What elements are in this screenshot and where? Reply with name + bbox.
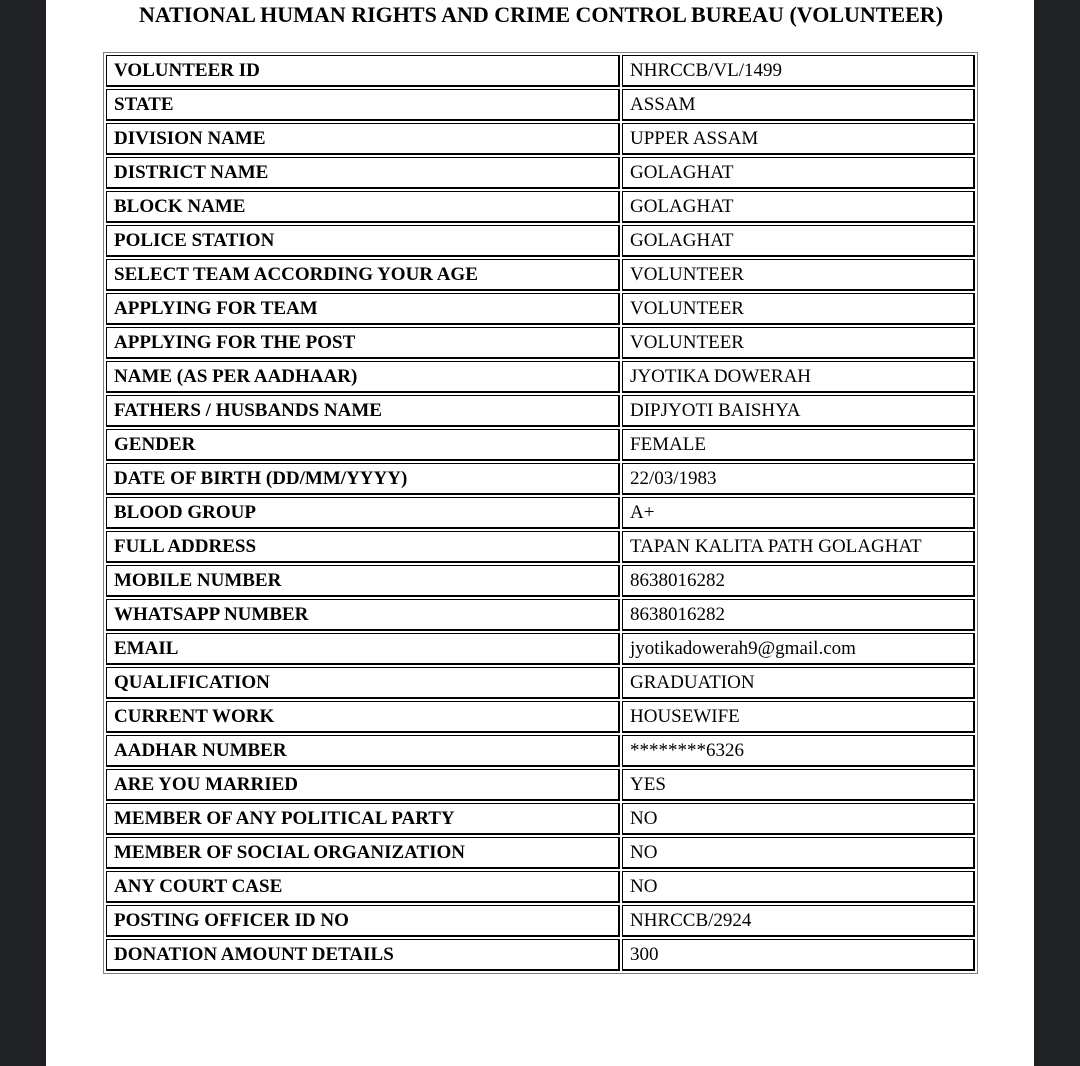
row-value: A+ bbox=[622, 497, 975, 529]
row-value: VOLUNTEER bbox=[622, 293, 975, 325]
row-value: TAPAN KALITA PATH GOLAGHAT bbox=[622, 531, 975, 563]
page-title-text: NATIONAL HUMAN RIGHTS AND CRIME CONTROL BUREAU (VOLUNTEER) bbox=[138, 2, 944, 27]
row-value: JYOTIKA DOWERAH bbox=[622, 361, 975, 393]
row-label: DIVISION NAME bbox=[106, 123, 620, 155]
row-label: DATE OF BIRTH (DD/MM/YYYY) bbox=[106, 463, 620, 495]
table-row bbox=[106, 803, 975, 835]
table-row bbox=[106, 259, 975, 291]
table-row bbox=[106, 701, 975, 733]
row-value: GOLAGHAT bbox=[622, 225, 975, 257]
table-row bbox=[106, 599, 975, 631]
table-row bbox=[106, 769, 975, 801]
row-label: EMAIL bbox=[106, 633, 620, 665]
row-value: NO bbox=[622, 837, 975, 869]
table-row bbox=[106, 667, 975, 699]
row-value: VOLUNTEER bbox=[622, 259, 975, 291]
row-value: NHRCCB/VL/1499 bbox=[622, 55, 975, 87]
row-value: jyotikadowerah9@gmail.com bbox=[622, 633, 975, 665]
row-value: ASSAM bbox=[622, 89, 975, 121]
row-label: POLICE STATION bbox=[106, 225, 620, 257]
page-title bbox=[46, 0, 1034, 30]
row-label: MEMBER OF SOCIAL ORGANIZATION bbox=[106, 837, 620, 869]
table-row bbox=[106, 55, 975, 87]
row-value: NO bbox=[622, 803, 975, 835]
row-value: DIPJYOTI BAISHYA bbox=[622, 395, 975, 427]
row-value: ********6326 bbox=[622, 735, 975, 767]
row-label: FATHERS / HUSBANDS NAME bbox=[106, 395, 620, 427]
row-label: SELECT TEAM ACCORDING YOUR AGE bbox=[106, 259, 620, 291]
document-page bbox=[46, 0, 1034, 1066]
table-row bbox=[106, 939, 975, 971]
row-value: NHRCCB/2924 bbox=[622, 905, 975, 937]
row-label: APPLYING FOR THE POST bbox=[106, 327, 620, 359]
row-label: CURRENT WORK bbox=[106, 701, 620, 733]
row-value: HOUSEWIFE bbox=[622, 701, 975, 733]
table-row bbox=[106, 361, 975, 393]
row-value: GOLAGHAT bbox=[622, 191, 975, 223]
row-value: GOLAGHAT bbox=[622, 157, 975, 189]
row-value: NO bbox=[622, 871, 975, 903]
row-value: UPPER ASSAM bbox=[622, 123, 975, 155]
row-value: 22/03/1983 bbox=[622, 463, 975, 495]
row-label: QUALIFICATION bbox=[106, 667, 620, 699]
row-label: POSTING OFFICER ID NO bbox=[106, 905, 620, 937]
row-label: ARE YOU MARRIED bbox=[106, 769, 620, 801]
row-value: VOLUNTEER bbox=[622, 327, 975, 359]
row-value: YES bbox=[622, 769, 975, 801]
row-label: BLOCK NAME bbox=[106, 191, 620, 223]
volunteer-details-table bbox=[103, 52, 978, 974]
row-label: MEMBER OF ANY POLITICAL PARTY bbox=[106, 803, 620, 835]
table-row bbox=[106, 293, 975, 325]
row-value: GRADUATION bbox=[622, 667, 975, 699]
table-row bbox=[106, 565, 975, 597]
row-label: APPLYING FOR TEAM bbox=[106, 293, 620, 325]
row-label: FULL ADDRESS bbox=[106, 531, 620, 563]
table-row bbox=[106, 395, 975, 427]
row-label: STATE bbox=[106, 89, 620, 121]
row-label: DONATION AMOUNT DETAILS bbox=[106, 939, 620, 971]
row-label: GENDER bbox=[106, 429, 620, 461]
row-label: VOLUNTEER ID bbox=[106, 55, 620, 87]
row-value: 300 bbox=[622, 939, 975, 971]
table-row bbox=[106, 191, 975, 223]
table-row bbox=[106, 327, 975, 359]
row-value: 8638016282 bbox=[622, 565, 975, 597]
table-row bbox=[106, 735, 975, 767]
table-row bbox=[106, 905, 975, 937]
table-row bbox=[106, 633, 975, 665]
table-row bbox=[106, 463, 975, 495]
table-row bbox=[106, 837, 975, 869]
row-label: AADHAR NUMBER bbox=[106, 735, 620, 767]
table-row bbox=[106, 429, 975, 461]
table-row bbox=[106, 871, 975, 903]
row-label: ANY COURT CASE bbox=[106, 871, 620, 903]
row-label: DISTRICT NAME bbox=[106, 157, 620, 189]
row-label: MOBILE NUMBER bbox=[106, 565, 620, 597]
table-row bbox=[106, 123, 975, 155]
row-label: BLOOD GROUP bbox=[106, 497, 620, 529]
table-row bbox=[106, 157, 975, 189]
row-value: FEMALE bbox=[622, 429, 975, 461]
row-label: WHATSAPP NUMBER bbox=[106, 599, 620, 631]
row-value: 8638016282 bbox=[622, 599, 975, 631]
table-row bbox=[106, 531, 975, 563]
table-row bbox=[106, 497, 975, 529]
table-row bbox=[106, 225, 975, 257]
table-row bbox=[106, 89, 975, 121]
row-label: NAME (AS PER AADHAAR) bbox=[106, 361, 620, 393]
